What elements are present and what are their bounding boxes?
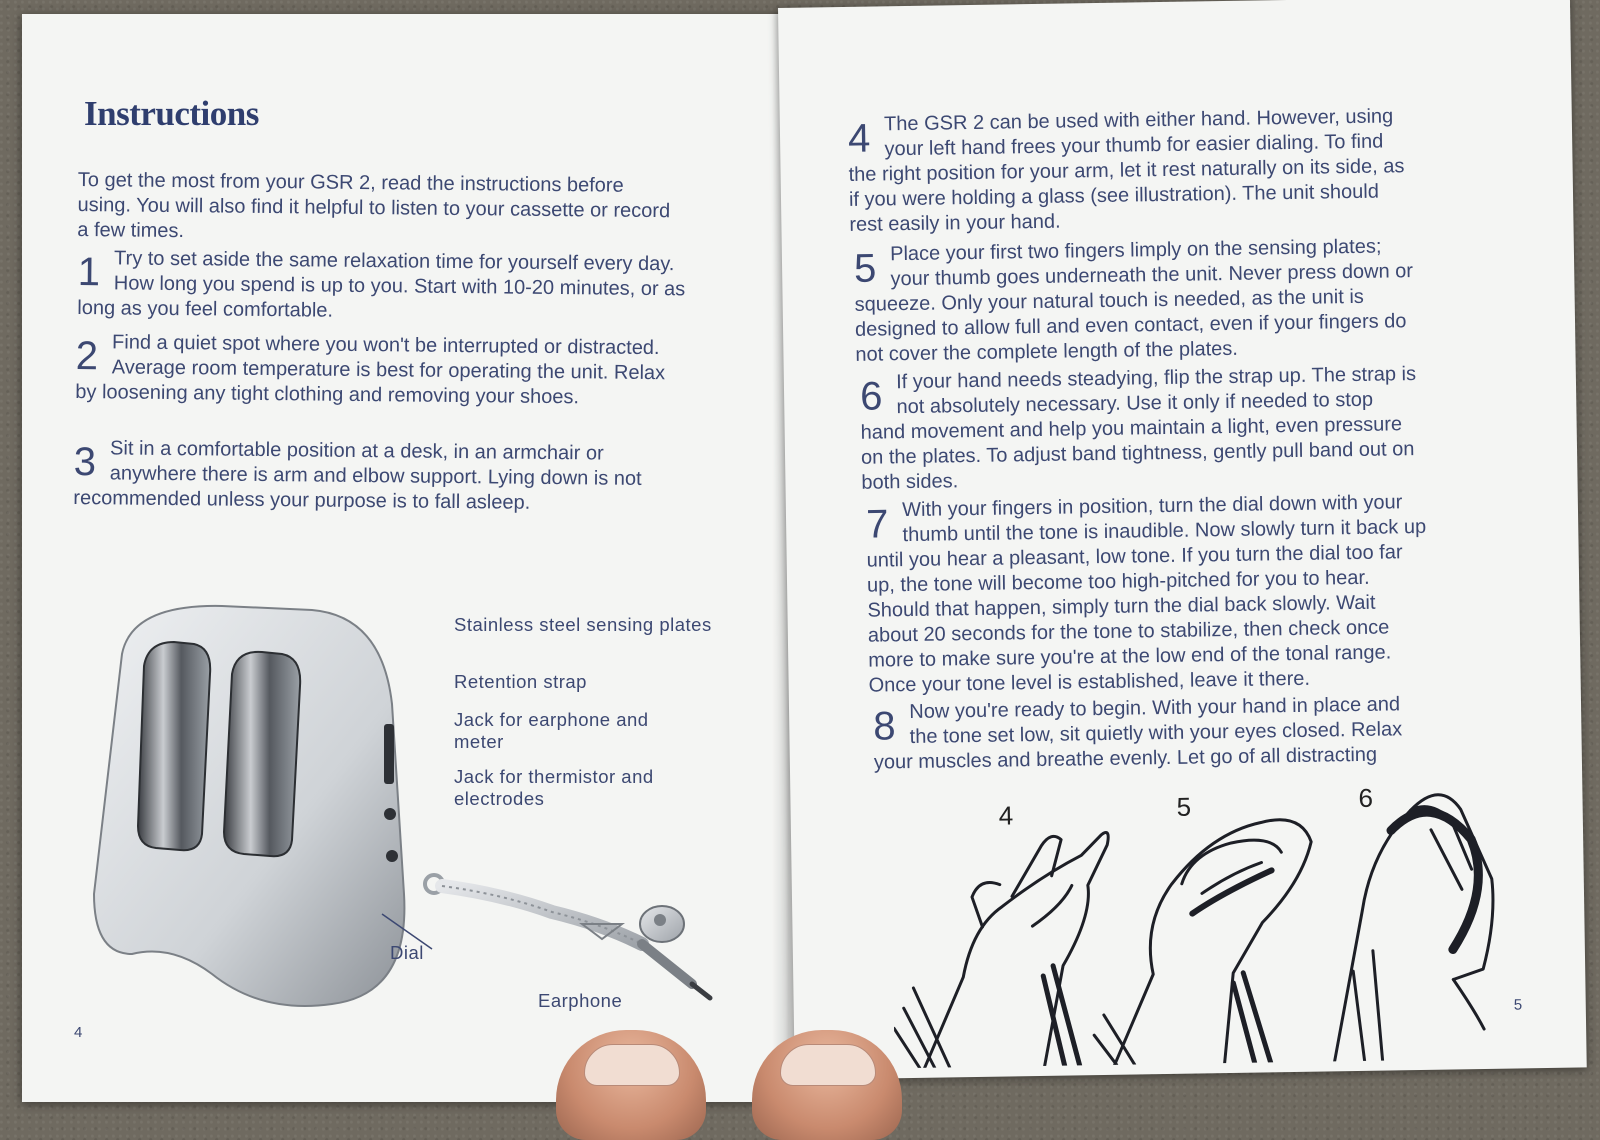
step-number: 4: [847, 116, 871, 161]
step-number: 2: [75, 333, 99, 379]
label-jack-thermistor: Jack for thermistor and electrodes: [454, 766, 654, 809]
jack-earphone: [384, 808, 396, 820]
step-text: Find a quiet spot where you won't be interrupted or distracted. Average room temperature is best for operating the unit. Relax by loosening any tight clothing and removing your shoes.: [75, 331, 666, 409]
thumbnail-right: [780, 1044, 876, 1086]
earphone-cord: [442, 886, 642, 944]
step-number: 7: [865, 502, 889, 547]
sensing-plate-right: [224, 652, 300, 856]
illustration-hand-5: [1091, 819, 1315, 1065]
step-number: 6: [859, 374, 883, 419]
step-text: Try to set aside the same relaxation time for yourself every day. How long you spend is up to you. Start with 10-20 minutes, or as long as you feel comfortable.: [77, 247, 686, 322]
step-7: [866, 490, 1429, 699]
retention-strap-edge: [384, 724, 394, 784]
thumbnail-left: [584, 1044, 680, 1086]
step-6: [860, 362, 1422, 496]
intro-paragraph: To get the most from your GSR 2, read the instructions before using. You will also find it helpful to listen to your cassette or record a few times.: [77, 168, 671, 243]
jack-thermistor: [386, 850, 398, 862]
step-number: 8: [872, 704, 896, 749]
step-number: 1: [77, 249, 101, 295]
hand-position-illustrations: [890, 769, 1514, 1069]
left-page: [22, 14, 804, 1102]
figure-number-4: 4: [998, 800, 1014, 831]
step-number: 3: [73, 439, 97, 485]
step-text: Sit in a comfortable position at a desk, in an armchair or anywhere there is arm and elbow support. Lying down is not recommended unless your purpose is to fall asleep.: [73, 437, 642, 514]
page-number-left: 4: [74, 1024, 83, 1041]
figure-number-6: 6: [1358, 782, 1374, 813]
label-jack-earphone: Jack for earphone and meter: [454, 709, 649, 752]
step-text: Place your first two fingers limply on the sensing plates; your thumb goes underneath the unit. Never press down or squeeze. Only your natural touch is needed, as the unit is designed to allow full and even contact, even if your fingers do not cover the complete length of the plates.: [854, 235, 1414, 366]
step-8: [873, 692, 1434, 776]
step-1: [77, 246, 688, 327]
step-text: Now you're ready to begin. With your hand in place and the tone set low, sit quietly with your eyes closed. Relax your muscles and breathe evenly. Let go of all distracting: [873, 693, 1403, 774]
page-number-right: 5: [1513, 996, 1523, 1014]
step-4: [848, 104, 1410, 238]
illustration-hand-6: [1330, 794, 1495, 1061]
step-text: With your fingers in position, turn the dial down with your thumb until the tone is inaudible. Now slowly turn it back up until you hear a pleasant, low tone. If you turn the dial too far up, the tone will become too high-pitched for you to hear. Should that happen, simply turn the dial back slowly. Wait about 20 seconds for the tone to stabilize, then check once more to make sure you're at the low end of the tonal range. Once your tone level is established, leave it there.: [866, 491, 1427, 697]
step-5: [854, 234, 1416, 368]
step-text: The GSR 2 can be used with either hand. However, using your left hand frees your thumb for easier dialing. To find the right position for your arm, let it rest naturally on its side, as if you were holding a glass (see illustration). The unit should rest easily in your hand.: [848, 105, 1405, 236]
label-earphone: Earphone: [538, 990, 623, 1011]
illustration-hand-4: [891, 832, 1112, 1068]
label-sensing-plates: Stainless steel sensing plates: [454, 614, 712, 635]
label-retention-strap: Retention strap: [454, 671, 587, 692]
label-dial: Dial: [390, 942, 424, 963]
step-text: If your hand needs steadying, flip the strap up. The strap is not absolutely necessary. Use it only if needed to stop hand movement and help you maintain a light, even pressure on the plates. To adjust band tightness, gently pull band out on both sides.: [860, 363, 1417, 494]
step-3: [73, 436, 684, 517]
sensing-plate-left: [138, 642, 210, 850]
figure-number-5: 5: [1176, 791, 1192, 822]
gsr2-device-photo: [82, 594, 782, 1034]
step-number: 5: [853, 246, 877, 291]
earphone-plug: [642, 944, 692, 984]
page-title: Instructions: [84, 94, 259, 133]
step-2: [75, 330, 686, 411]
right-page: [778, 0, 1587, 1080]
